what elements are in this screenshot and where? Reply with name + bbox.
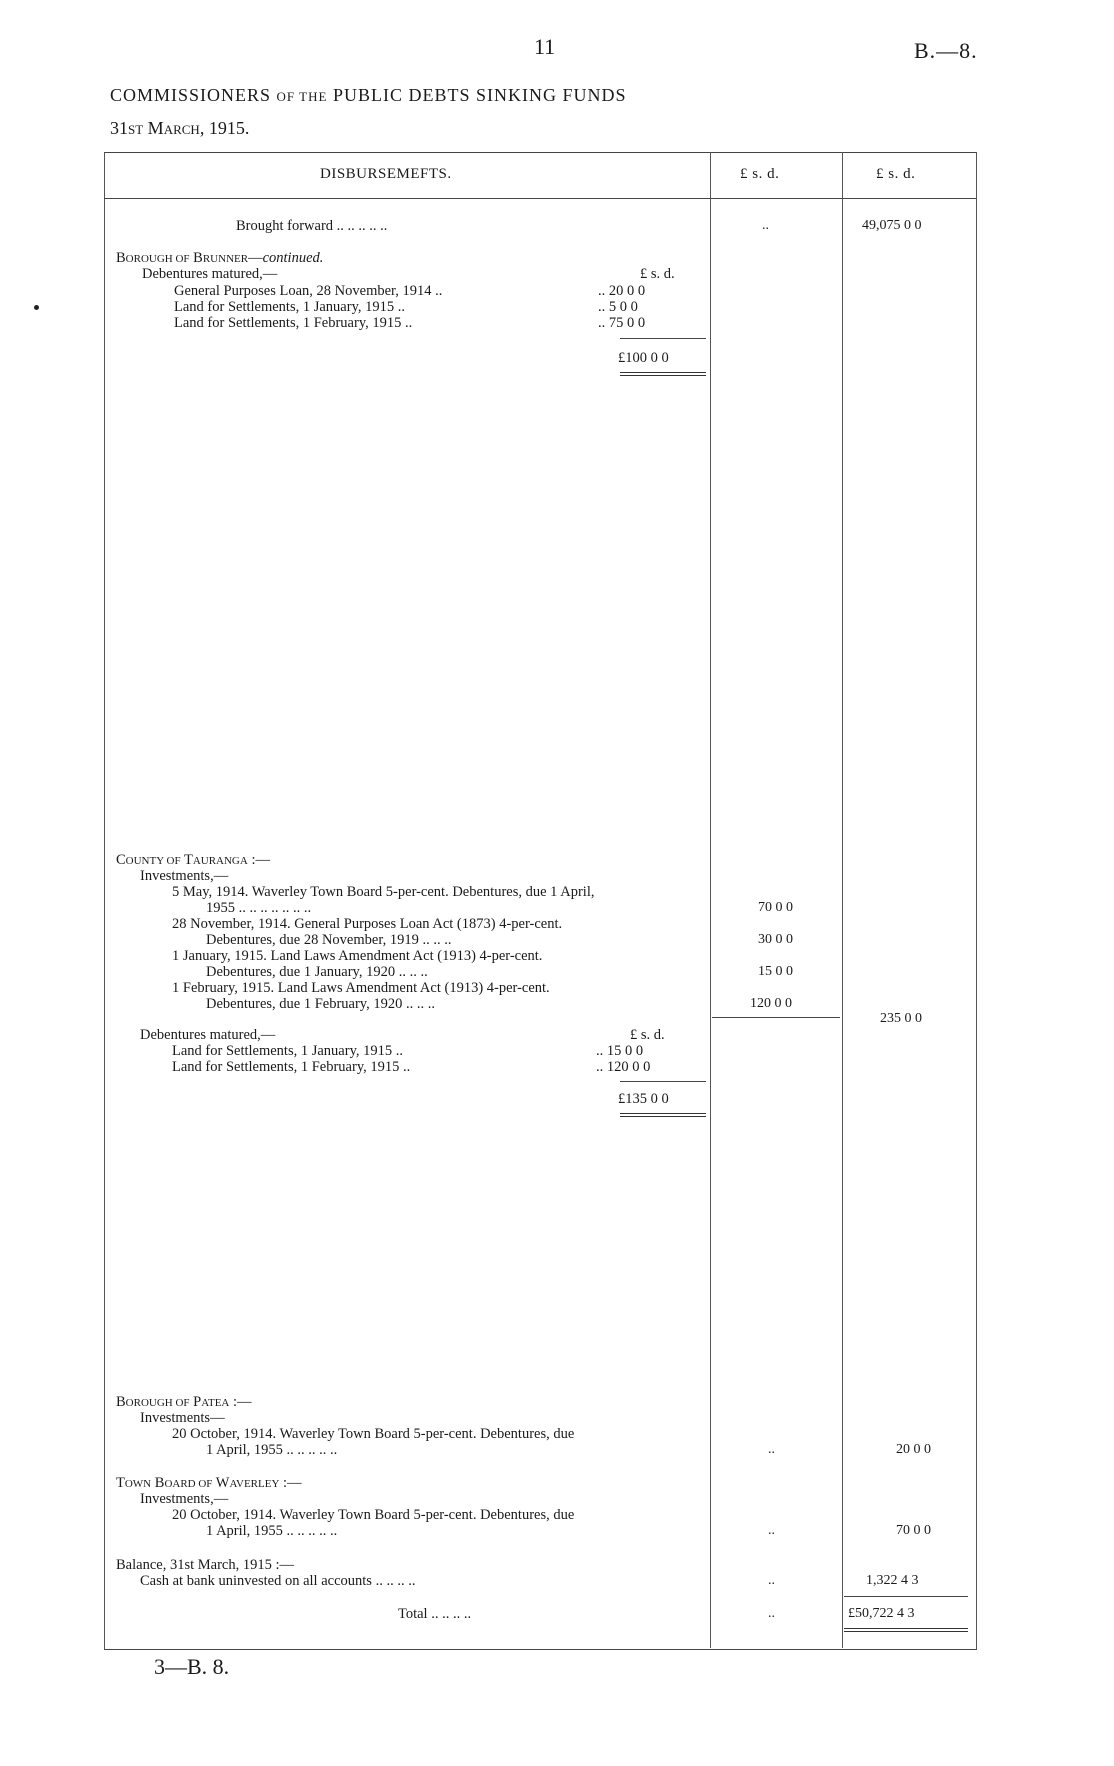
grand-total: £50,722 4 3 <box>848 1606 915 1621</box>
balance-col1: .. <box>768 1573 775 1588</box>
tauranga-line: Debentures, due 1 January, 1920 .. .. .. <box>206 964 428 980</box>
waverley-line: 20 October, 1914. Waverley Town Board 5-per-cent. Debentures, due <box>172 1507 575 1523</box>
tauranga-matured-label: Land for Settlements, 1 January, 1915 .. <box>172 1043 404 1059</box>
total-rule <box>844 1596 968 1597</box>
brunner-double-rule <box>620 372 706 376</box>
brought-forward-col1: .. <box>762 218 769 233</box>
tauranga-matured-subhead: Debentures matured,— <box>140 1027 276 1043</box>
brought-forward-col2: 49,075 0 0 <box>862 218 922 233</box>
tauranga-line: 1 February, 1915. Land Laws Amendment Act (1913) 4-per-cent. <box>172 980 550 996</box>
tauranga-subtotal-rule <box>620 1081 706 1082</box>
tauranga-investment-amount: 120 0 0 <box>750 996 792 1011</box>
patea-title: BOROUGH OF PATEA :— <box>116 1394 252 1410</box>
brunner-title: BOROUGH OF BRUNNER—continued. <box>116 250 324 266</box>
brunner-subhead: Debentures matured,— <box>142 266 278 282</box>
brunner-item-amount: .. 5 0 0 <box>598 299 638 315</box>
patea-line: 1 April, 1955 .. .. .. .. .. <box>206 1442 338 1458</box>
balance-line: Cash at bank uninvested on all accounts .. .. .. .. <box>140 1573 416 1589</box>
brunner-item-label: General Purposes Loan, 28 November, 1914 .. <box>174 283 443 299</box>
tauranga-double-rule <box>620 1113 706 1117</box>
brunner-item-amount: .. 20 0 0 <box>598 283 646 299</box>
total-col1: .. <box>768 1606 775 1621</box>
brunner-subtotal: £100 0 0 <box>618 350 669 366</box>
tauranga-line: 5 May, 1914. Waverley Town Board 5-per-cent. Debentures, due 1 April, <box>172 884 595 900</box>
tauranga-line: Debentures, due 28 November, 1919 .. .. .. <box>206 932 452 948</box>
tauranga-matured-header: £ s. d. <box>630 1027 665 1043</box>
waverley-line: 1 April, 1955 .. .. .. .. .. <box>206 1523 338 1539</box>
page-title: COMMISSIONERS OF THE PUBLIC DEBTS SINKING FUNDS <box>110 85 627 105</box>
balance-col2: 1,322 4 3 <box>866 1573 919 1588</box>
brunner-sub-header: £ s. d. <box>640 266 675 282</box>
tauranga-title: COUNTY OF TAURANGA :— <box>116 852 270 868</box>
margin-mark <box>34 305 39 310</box>
brunner-item-label: Land for Settlements, 1 January, 1915 .. <box>174 299 406 315</box>
brunner-subtotal-rule <box>620 338 706 339</box>
patea-col1: .. <box>768 1442 775 1457</box>
document-reference: B.—8. <box>914 38 978 63</box>
tauranga-matured-amount: .. 15 0 0 <box>596 1043 644 1059</box>
tauranga-matured-amount: .. 120 0 0 <box>596 1059 651 1075</box>
page-footer: 3—B. 8. <box>154 1654 230 1679</box>
total-label: Total .. .. .. .. <box>398 1606 472 1622</box>
tauranga-matured-subtotal: £135 0 0 <box>618 1091 669 1107</box>
grand-total-double-rule <box>844 1628 968 1632</box>
tauranga-investment-amount: 70 0 0 <box>758 900 793 915</box>
tauranga-line: 1955 .. .. .. .. .. .. .. <box>206 900 312 916</box>
tauranga-line: 1 January, 1915. Land Laws Amendment Act (1913) 4-per-cent. <box>172 948 543 964</box>
brought-forward-label: Brought forward .. .. .. .. .. <box>236 218 388 234</box>
patea-line: 20 October, 1914. Waverley Town Board 5-per-cent. Debentures, due <box>172 1426 575 1442</box>
header-rule <box>104 198 976 199</box>
tauranga-total: 235 0 0 <box>880 1011 922 1026</box>
tauranga-line: Debentures, due 1 February, 1920 .. .. .. <box>206 996 435 1012</box>
tauranga-investments-rule <box>712 1017 840 1018</box>
page-date: 31ST MARCH, 1915. <box>110 118 250 138</box>
tauranga-line: 28 November, 1914. General Purposes Loan Act (1873) 4-per-cent. <box>172 916 563 932</box>
tauranga-investment-amount: 15 0 0 <box>758 964 793 979</box>
brunner-item-amount: .. 75 0 0 <box>598 315 646 331</box>
tauranga-investment-amount: 30 0 0 <box>758 932 793 947</box>
patea-col2: 20 0 0 <box>896 1442 931 1457</box>
disbursements-heading: DISBURSEMEFTS. <box>320 166 452 182</box>
waverley-title: TOWN BOARD OF WAVERLEY :— <box>116 1475 302 1491</box>
waverley-col2: 70 0 0 <box>896 1523 931 1538</box>
tauranga-subhead: Investments,— <box>140 868 229 884</box>
page-number: 11 <box>534 34 556 59</box>
balance-title: Balance, 31st March, 1915 :— <box>116 1557 294 1573</box>
patea-subhead: Investments— <box>140 1410 225 1426</box>
column-divider-2 <box>842 152 843 1648</box>
col1-header: £ s. d. <box>740 166 780 182</box>
col2-header: £ s. d. <box>876 166 916 182</box>
column-divider-1 <box>710 152 711 1648</box>
tauranga-matured-label: Land for Settlements, 1 February, 1915 .. <box>172 1059 411 1075</box>
brunner-item-label: Land for Settlements, 1 February, 1915 .. <box>174 315 413 331</box>
waverley-subhead: Investments,— <box>140 1491 229 1507</box>
waverley-col1: .. <box>768 1523 775 1538</box>
